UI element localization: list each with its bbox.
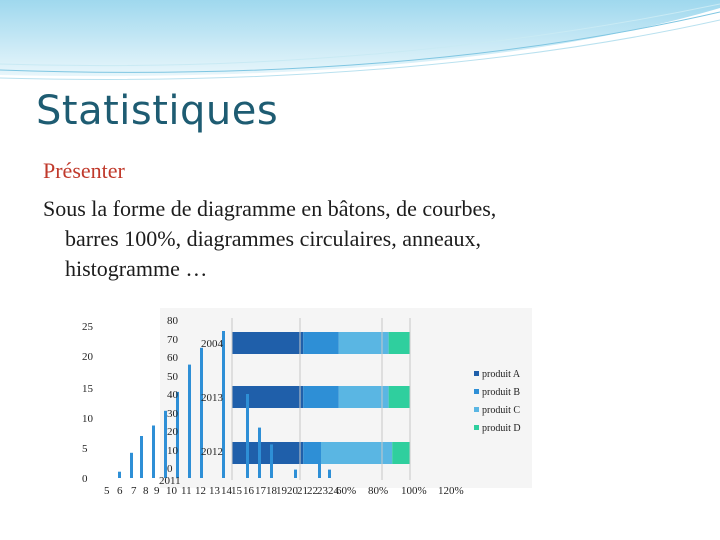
mid-axis-tick: 70 (167, 334, 178, 346)
vbar-9 (246, 394, 249, 478)
vbar-10 (258, 428, 261, 478)
mid-axis-tick: 40 (167, 389, 178, 401)
left-axis-tick: 10 (82, 413, 93, 425)
legend-swatch (474, 389, 479, 394)
left-axis-tick: 25 (82, 321, 93, 333)
legend-swatch (474, 407, 479, 412)
x-axis-tick: 7 (131, 485, 137, 497)
legend-label: produit B (482, 387, 521, 398)
hbar-2004-produit-C (339, 332, 389, 354)
legend-swatch (474, 425, 479, 430)
x-axis-tick: 80% (368, 485, 389, 497)
x-axis-tick: 8 (143, 485, 149, 497)
mid-axis-tick: 30 (167, 408, 178, 420)
x-axis-tick: 100% (401, 485, 427, 497)
mid-axis-tick: 80 (167, 315, 178, 327)
hbar-2013-produit-B (303, 386, 339, 408)
x-axis-tick: 15 (231, 485, 242, 497)
legend-label: produit A (482, 369, 521, 380)
x-axis-tick: 23 (317, 485, 328, 497)
hbar-2013-produit-D (389, 386, 410, 408)
slide-subtitle: Présenter (43, 158, 125, 183)
hbar-2004-produit-D (389, 332, 410, 354)
mid-axis-tick: 10 (167, 445, 178, 457)
vbar-1 (130, 453, 133, 478)
x-axis-tick: 18 (266, 485, 277, 497)
x-axis-tick: 20 (287, 485, 298, 497)
vbar-2 (140, 436, 143, 478)
hbar-2004-produit-A (232, 332, 303, 354)
mid-axis-tick: 60 (167, 352, 178, 364)
mid-axis-tick: 0 (167, 463, 173, 475)
vbar-11 (270, 444, 273, 478)
hbar-2013-produit-A (232, 386, 303, 408)
body-line-3: histogramme … (65, 256, 208, 281)
vbar-0 (118, 472, 121, 478)
hbar-2012-produit-B (303, 442, 321, 464)
x-axis-tick: 16 (243, 485, 254, 497)
left-axis-tick: 0 (82, 473, 88, 485)
x-axis-tick: 6 (117, 485, 123, 497)
slide-title: Statistiques (36, 88, 279, 134)
vbar-7 (200, 348, 203, 478)
x-axis-tick: 22 (307, 485, 318, 497)
mid-axis-tick: 50 (167, 371, 178, 383)
hbar-2012-produit-A (232, 442, 303, 464)
category-label-2013: 2013 (201, 392, 223, 404)
x-axis-tick: 12 (195, 485, 206, 497)
left-axis-tick: 15 (82, 383, 93, 395)
x-axis-tick: 120% (438, 485, 464, 497)
vbar-3 (152, 426, 155, 479)
mid-axis-tick: 20 (167, 426, 178, 438)
x-axis-tick: 60% (336, 485, 357, 497)
vbar-14 (328, 470, 331, 478)
x-axis-tick: 21 (297, 485, 308, 497)
x-axis-tick: 11 (181, 485, 192, 497)
left-axis-tick: 20 (82, 351, 93, 363)
x-axis-tick: 10 (166, 485, 177, 497)
x-axis-tick: 19 (276, 485, 287, 497)
x-axis-tick: 24 (328, 485, 339, 497)
category-label-2004: 2004 (201, 338, 223, 350)
legend-label: produit C (482, 405, 521, 416)
category-label-2012: 2012 (201, 446, 223, 458)
hbar-2004-produit-B (303, 332, 339, 354)
x-axis-tick: 5 (104, 485, 110, 497)
hbar-2013-produit-C (339, 386, 389, 408)
body-line-2: barres 100%, diagrammes circulaires, anneaux, (65, 226, 481, 251)
vbar-13 (318, 461, 321, 478)
category-label-2011: 2011 (159, 475, 181, 487)
x-axis-tick: 13 (209, 485, 220, 497)
legend-swatch (474, 371, 479, 376)
x-axis-tick: 17 (255, 485, 266, 497)
legend-label: produit D (482, 423, 521, 434)
left-axis-tick: 5 (82, 443, 88, 455)
x-axis-tick: 9 (154, 485, 160, 497)
hbar-2012-produit-D (392, 442, 410, 464)
vbar-6 (188, 365, 191, 478)
vbar-12 (294, 470, 297, 478)
body-line-1: Sous la forme de diagramme en bâtons, de courbes, (43, 196, 497, 221)
x-axis-tick: 14 (221, 485, 232, 497)
